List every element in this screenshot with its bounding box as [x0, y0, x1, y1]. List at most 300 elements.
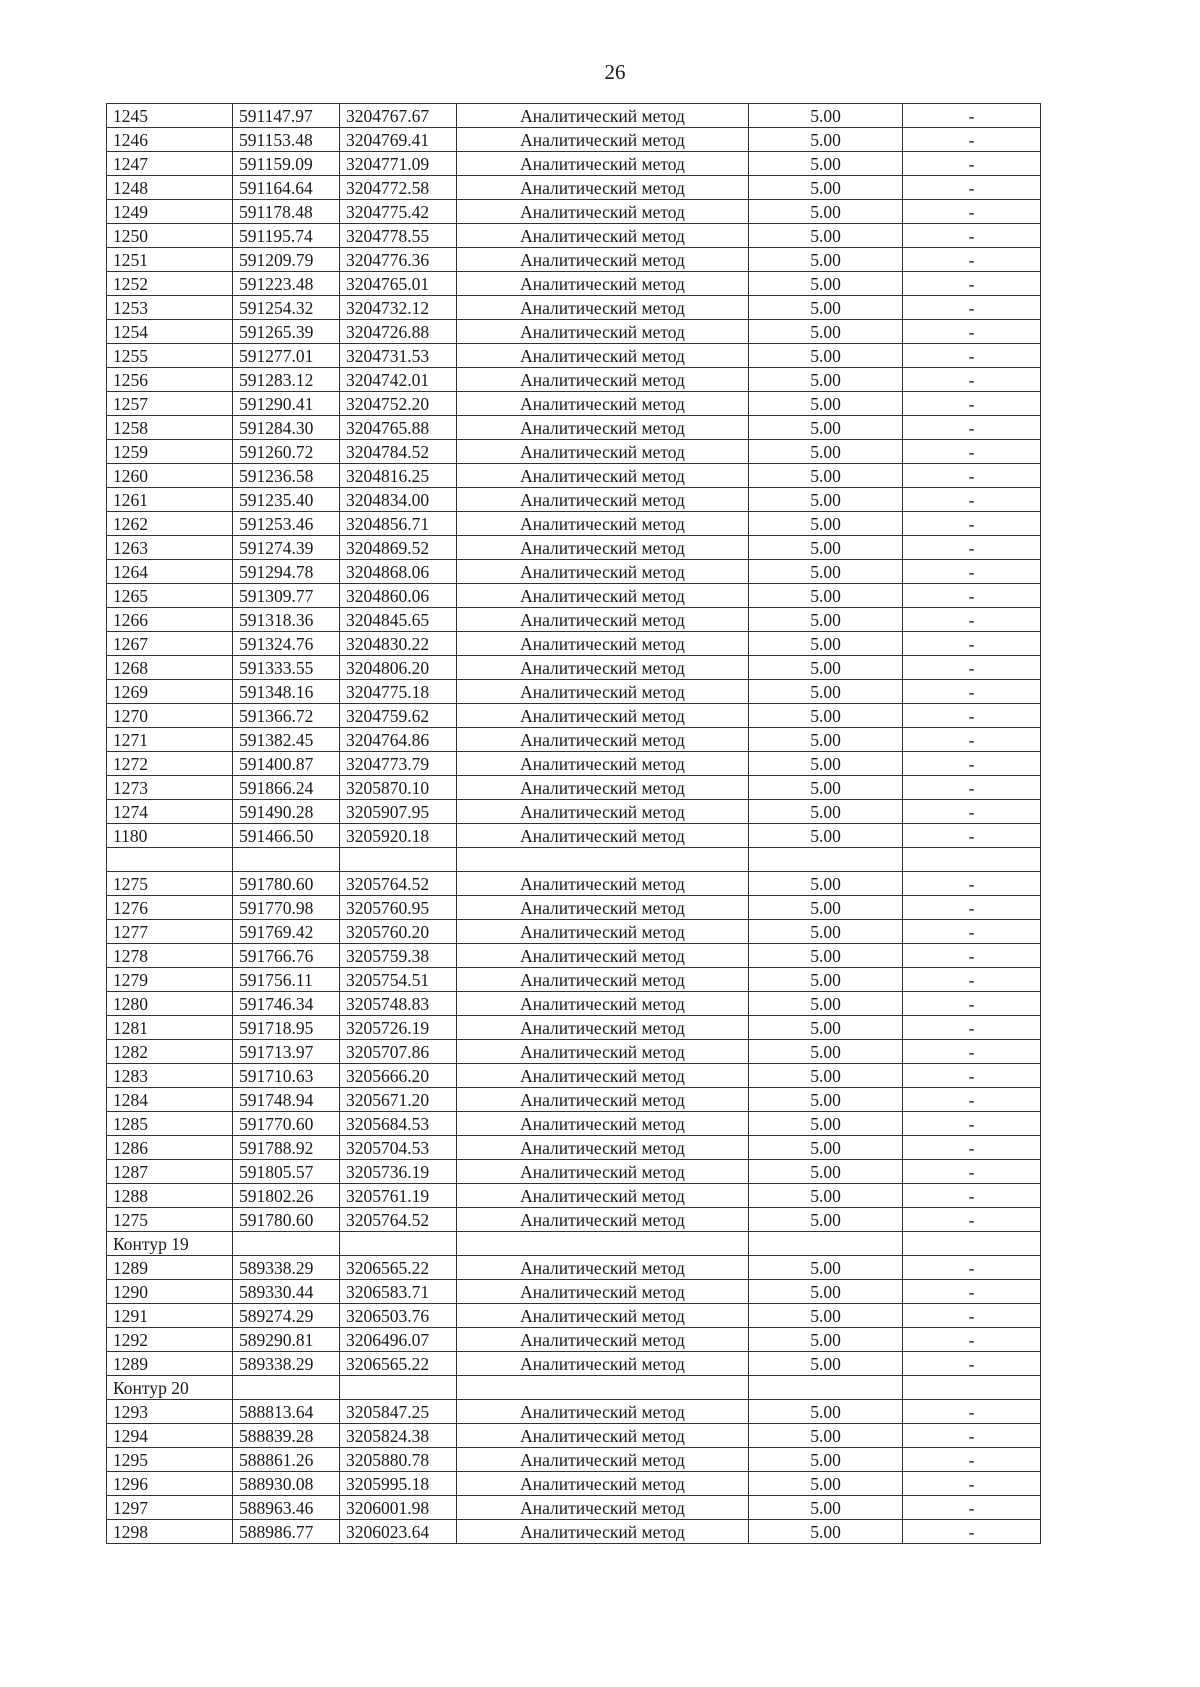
- table-row: [107, 608, 1041, 632]
- y-coordinate-cell: 3204772.58: [340, 176, 457, 200]
- y-coordinate-cell: 3205824.38: [340, 1424, 457, 1448]
- accuracy-cell: 5.00: [749, 296, 903, 320]
- method-cell: Аналитический метод: [457, 728, 749, 752]
- point-number-cell: 1289: [107, 1256, 233, 1280]
- method-cell: Аналитический метод: [457, 776, 749, 800]
- table-row: [107, 1040, 1041, 1064]
- method-cell: Аналитический метод: [457, 632, 749, 656]
- y-coordinate-cell: 3205748.83: [340, 992, 457, 1016]
- point-number-cell: 1258: [107, 416, 233, 440]
- point-number-cell: 1272: [107, 752, 233, 776]
- table-row: [107, 1256, 1041, 1280]
- table-row: [107, 1496, 1041, 1520]
- y-coordinate-cell: 3205671.20: [340, 1088, 457, 1112]
- y-coordinate-cell: 3205995.18: [340, 1472, 457, 1496]
- empty-cell: [233, 1376, 340, 1400]
- point-number-cell: 1263: [107, 536, 233, 560]
- note-cell: -: [903, 1184, 1041, 1208]
- table-row: [107, 536, 1041, 560]
- empty-cell: [233, 848, 340, 872]
- y-coordinate-cell: 3205736.19: [340, 1160, 457, 1184]
- point-number-cell: 1262: [107, 512, 233, 536]
- method-cell: Аналитический метод: [457, 512, 749, 536]
- point-number-cell: 1257: [107, 392, 233, 416]
- accuracy-cell: 5.00: [749, 704, 903, 728]
- y-coordinate-cell: 3205704.53: [340, 1136, 457, 1160]
- table-row: [107, 1448, 1041, 1472]
- point-number-cell: 1249: [107, 200, 233, 224]
- y-coordinate-cell: 3206001.98: [340, 1496, 457, 1520]
- method-cell: Аналитический метод: [457, 200, 749, 224]
- x-coordinate-cell: 591309.77: [233, 584, 340, 608]
- table-row: [107, 392, 1041, 416]
- x-coordinate-cell: 591178.48: [233, 200, 340, 224]
- point-number-cell: 1256: [107, 368, 233, 392]
- y-coordinate-cell: 3204806.20: [340, 656, 457, 680]
- x-coordinate-cell: 591766.76: [233, 944, 340, 968]
- point-number-cell: 1294: [107, 1424, 233, 1448]
- note-cell: -: [903, 464, 1041, 488]
- table-row: [107, 1400, 1041, 1424]
- method-cell: Аналитический метод: [457, 704, 749, 728]
- table-row: [107, 1016, 1041, 1040]
- x-coordinate-cell: 591195.74: [233, 224, 340, 248]
- accuracy-cell: 5.00: [749, 1448, 903, 1472]
- x-coordinate-cell: 591147.97: [233, 104, 340, 128]
- x-coordinate-cell: 591802.26: [233, 1184, 340, 1208]
- x-coordinate-cell: 591718.95: [233, 1016, 340, 1040]
- contour-header-row: [107, 1376, 1041, 1400]
- table-row: [107, 512, 1041, 536]
- accuracy-cell: 5.00: [749, 1208, 903, 1232]
- note-cell: -: [903, 872, 1041, 896]
- note-cell: -: [903, 968, 1041, 992]
- accuracy-cell: 5.00: [749, 1400, 903, 1424]
- table-row: [107, 440, 1041, 464]
- method-cell: Аналитический метод: [457, 560, 749, 584]
- method-cell: Аналитический метод: [457, 416, 749, 440]
- method-cell: Аналитический метод: [457, 1448, 749, 1472]
- empty-cell: [749, 1232, 903, 1256]
- empty-cell: [749, 848, 903, 872]
- empty-cell: [457, 1376, 749, 1400]
- y-coordinate-cell: 3204775.18: [340, 680, 457, 704]
- accuracy-cell: 5.00: [749, 224, 903, 248]
- method-cell: Аналитический метод: [457, 1160, 749, 1184]
- accuracy-cell: 5.00: [749, 200, 903, 224]
- y-coordinate-cell: 3204816.25: [340, 464, 457, 488]
- point-number-cell: 1287: [107, 1160, 233, 1184]
- accuracy-cell: 5.00: [749, 248, 903, 272]
- table-row: [107, 1280, 1041, 1304]
- accuracy-cell: 5.00: [749, 608, 903, 632]
- y-coordinate-cell: 3206565.22: [340, 1256, 457, 1280]
- empty-cell: [233, 1232, 340, 1256]
- y-coordinate-cell: 3204845.65: [340, 608, 457, 632]
- accuracy-cell: 5.00: [749, 1136, 903, 1160]
- point-number-cell: 1246: [107, 128, 233, 152]
- method-cell: Аналитический метод: [457, 1424, 749, 1448]
- y-coordinate-cell: 3204765.01: [340, 272, 457, 296]
- x-coordinate-cell: 591756.11: [233, 968, 340, 992]
- y-coordinate-cell: 3204726.88: [340, 320, 457, 344]
- note-cell: -: [903, 1400, 1041, 1424]
- accuracy-cell: 5.00: [749, 512, 903, 536]
- method-cell: Аналитический метод: [457, 224, 749, 248]
- y-coordinate-cell: 3205666.20: [340, 1064, 457, 1088]
- x-coordinate-cell: 591348.16: [233, 680, 340, 704]
- note-cell: -: [903, 656, 1041, 680]
- y-coordinate-cell: 3204860.06: [340, 584, 457, 608]
- accuracy-cell: 5.00: [749, 1088, 903, 1112]
- note-cell: -: [903, 1328, 1041, 1352]
- method-cell: Аналитический метод: [457, 320, 749, 344]
- accuracy-cell: 5.00: [749, 1280, 903, 1304]
- y-coordinate-cell: 3204775.42: [340, 200, 457, 224]
- x-coordinate-cell: 591333.55: [233, 656, 340, 680]
- point-number-cell: 1270: [107, 704, 233, 728]
- accuracy-cell: 5.00: [749, 680, 903, 704]
- x-coordinate-cell: 591265.39: [233, 320, 340, 344]
- method-cell: Аналитический метод: [457, 488, 749, 512]
- method-cell: Аналитический метод: [457, 896, 749, 920]
- x-coordinate-cell: 591318.36: [233, 608, 340, 632]
- accuracy-cell: 5.00: [749, 1424, 903, 1448]
- empty-cell: [340, 1232, 457, 1256]
- point-number-cell: 1275: [107, 872, 233, 896]
- note-cell: -: [903, 128, 1041, 152]
- note-cell: -: [903, 1256, 1041, 1280]
- table-row: [107, 1328, 1041, 1352]
- table-row: [107, 1424, 1041, 1448]
- x-coordinate-cell: 589338.29: [233, 1256, 340, 1280]
- note-cell: -: [903, 800, 1041, 824]
- x-coordinate-cell: 591746.34: [233, 992, 340, 1016]
- table-row: [107, 1184, 1041, 1208]
- note-cell: -: [903, 1520, 1041, 1544]
- y-coordinate-cell: 3205754.51: [340, 968, 457, 992]
- x-coordinate-cell: 591713.97: [233, 1040, 340, 1064]
- note-cell: -: [903, 152, 1041, 176]
- y-coordinate-cell: 3205761.19: [340, 1184, 457, 1208]
- method-cell: Аналитический метод: [457, 608, 749, 632]
- accuracy-cell: 5.00: [749, 1352, 903, 1376]
- point-number-cell: 1290: [107, 1280, 233, 1304]
- method-cell: Аналитический метод: [457, 1496, 749, 1520]
- method-cell: Аналитический метод: [457, 752, 749, 776]
- accuracy-cell: 5.00: [749, 368, 903, 392]
- accuracy-cell: 5.00: [749, 776, 903, 800]
- table-row: [107, 464, 1041, 488]
- x-coordinate-cell: 588813.64: [233, 1400, 340, 1424]
- y-coordinate-cell: 3206023.64: [340, 1520, 457, 1544]
- note-cell: -: [903, 1112, 1041, 1136]
- x-coordinate-cell: 591466.50: [233, 824, 340, 848]
- note-cell: -: [903, 1016, 1041, 1040]
- accuracy-cell: 5.00: [749, 992, 903, 1016]
- point-number-cell: 1254: [107, 320, 233, 344]
- note-cell: -: [903, 1208, 1041, 1232]
- table-row: [107, 368, 1041, 392]
- y-coordinate-cell: 3205870.10: [340, 776, 457, 800]
- accuracy-cell: 5.00: [749, 1160, 903, 1184]
- point-number-cell: 1297: [107, 1496, 233, 1520]
- method-cell: Аналитический метод: [457, 176, 749, 200]
- table-row: [107, 896, 1041, 920]
- note-cell: -: [903, 1136, 1041, 1160]
- table-row: [107, 920, 1041, 944]
- accuracy-cell: 5.00: [749, 1496, 903, 1520]
- note-cell: -: [903, 896, 1041, 920]
- y-coordinate-cell: 3204771.09: [340, 152, 457, 176]
- coordinates-table-body: [107, 104, 1041, 1544]
- point-number-cell: 1280: [107, 992, 233, 1016]
- note-cell: -: [903, 680, 1041, 704]
- x-coordinate-cell: 591159.09: [233, 152, 340, 176]
- note-cell: -: [903, 392, 1041, 416]
- x-coordinate-cell: 591277.01: [233, 344, 340, 368]
- y-coordinate-cell: 3206583.71: [340, 1280, 457, 1304]
- empty-cell: [457, 1232, 749, 1256]
- accuracy-cell: 5.00: [749, 344, 903, 368]
- table-row: [107, 1472, 1041, 1496]
- point-number-cell: 1291: [107, 1304, 233, 1328]
- method-cell: Аналитический метод: [457, 152, 749, 176]
- empty-cell: [107, 848, 233, 872]
- point-number-cell: 1267: [107, 632, 233, 656]
- point-number-cell: 1265: [107, 584, 233, 608]
- note-cell: -: [903, 200, 1041, 224]
- note-cell: -: [903, 224, 1041, 248]
- accuracy-cell: 5.00: [749, 944, 903, 968]
- x-coordinate-cell: 589338.29: [233, 1352, 340, 1376]
- method-cell: Аналитический метод: [457, 656, 749, 680]
- accuracy-cell: 5.00: [749, 392, 903, 416]
- note-cell: -: [903, 824, 1041, 848]
- method-cell: Аналитический метод: [457, 944, 749, 968]
- x-coordinate-cell: 589290.81: [233, 1328, 340, 1352]
- method-cell: Аналитический метод: [457, 1304, 749, 1328]
- point-number-cell: 1251: [107, 248, 233, 272]
- method-cell: Аналитический метод: [457, 128, 749, 152]
- method-cell: Аналитический метод: [457, 680, 749, 704]
- table-row: [107, 200, 1041, 224]
- accuracy-cell: 5.00: [749, 752, 903, 776]
- method-cell: Аналитический метод: [457, 872, 749, 896]
- method-cell: Аналитический метод: [457, 344, 749, 368]
- table-row: [107, 344, 1041, 368]
- method-cell: Аналитический метод: [457, 800, 749, 824]
- accuracy-cell: 5.00: [749, 272, 903, 296]
- table-row: [107, 272, 1041, 296]
- note-cell: -: [903, 608, 1041, 632]
- contour-header-row: [107, 1232, 1041, 1256]
- point-number-cell: 1281: [107, 1016, 233, 1040]
- table-row: [107, 1064, 1041, 1088]
- point-number-cell: 1279: [107, 968, 233, 992]
- y-coordinate-cell: 3204752.20: [340, 392, 457, 416]
- x-coordinate-cell: 591770.98: [233, 896, 340, 920]
- method-cell: Аналитический метод: [457, 1040, 749, 1064]
- point-number-cell: 1266: [107, 608, 233, 632]
- empty-cell: [903, 1232, 1041, 1256]
- point-number-cell: 1255: [107, 344, 233, 368]
- note-cell: -: [903, 1280, 1041, 1304]
- x-coordinate-cell: 591382.45: [233, 728, 340, 752]
- point-number-cell: 1289: [107, 1352, 233, 1376]
- y-coordinate-cell: 3205764.52: [340, 872, 457, 896]
- y-coordinate-cell: 3205726.19: [340, 1016, 457, 1040]
- x-coordinate-cell: 591235.40: [233, 488, 340, 512]
- x-coordinate-cell: 588839.28: [233, 1424, 340, 1448]
- point-number-cell: 1295: [107, 1448, 233, 1472]
- table-row: [107, 704, 1041, 728]
- note-cell: -: [903, 1472, 1041, 1496]
- accuracy-cell: 5.00: [749, 1256, 903, 1280]
- table-row: [107, 1160, 1041, 1184]
- x-coordinate-cell: 588963.46: [233, 1496, 340, 1520]
- y-coordinate-cell: 3205764.52: [340, 1208, 457, 1232]
- table-row: [107, 104, 1041, 128]
- x-coordinate-cell: 591748.94: [233, 1088, 340, 1112]
- accuracy-cell: 5.00: [749, 896, 903, 920]
- method-cell: Аналитический метод: [457, 968, 749, 992]
- note-cell: -: [903, 632, 1041, 656]
- accuracy-cell: 5.00: [749, 464, 903, 488]
- x-coordinate-cell: 591710.63: [233, 1064, 340, 1088]
- note-cell: -: [903, 584, 1041, 608]
- y-coordinate-cell: 3204742.01: [340, 368, 457, 392]
- x-coordinate-cell: 591805.57: [233, 1160, 340, 1184]
- y-coordinate-cell: 3204830.22: [340, 632, 457, 656]
- x-coordinate-cell: 591290.41: [233, 392, 340, 416]
- point-number-cell: 1268: [107, 656, 233, 680]
- point-number-cell: 1253: [107, 296, 233, 320]
- method-cell: Аналитический метод: [457, 1328, 749, 1352]
- table-row: [107, 968, 1041, 992]
- empty-cell: [903, 1376, 1041, 1400]
- accuracy-cell: 5.00: [749, 1472, 903, 1496]
- note-cell: -: [903, 920, 1041, 944]
- coordinates-table: [106, 103, 1041, 1544]
- x-coordinate-cell: 591866.24: [233, 776, 340, 800]
- y-coordinate-cell: 3204769.41: [340, 128, 457, 152]
- method-cell: Аналитический метод: [457, 1352, 749, 1376]
- table-row: [107, 1088, 1041, 1112]
- point-number-cell: 1269: [107, 680, 233, 704]
- y-coordinate-cell: 3205920.18: [340, 824, 457, 848]
- x-coordinate-cell: 591769.42: [233, 920, 340, 944]
- y-coordinate-cell: 3204834.00: [340, 488, 457, 512]
- point-number-cell: 1296: [107, 1472, 233, 1496]
- note-cell: -: [903, 1448, 1041, 1472]
- note-cell: -: [903, 536, 1041, 560]
- y-coordinate-cell: 3204776.36: [340, 248, 457, 272]
- y-coordinate-cell: 3204869.52: [340, 536, 457, 560]
- accuracy-cell: 5.00: [749, 152, 903, 176]
- table-row: [107, 128, 1041, 152]
- point-number-cell: 1285: [107, 1112, 233, 1136]
- note-cell: -: [903, 296, 1041, 320]
- table-row: [107, 488, 1041, 512]
- empty-cell: [457, 848, 749, 872]
- point-number-cell: 1288: [107, 1184, 233, 1208]
- method-cell: Аналитический метод: [457, 296, 749, 320]
- note-cell: -: [903, 368, 1041, 392]
- point-number-cell: 1180: [107, 824, 233, 848]
- accuracy-cell: 5.00: [749, 632, 903, 656]
- method-cell: Аналитический метод: [457, 1400, 749, 1424]
- point-number-cell: 1274: [107, 800, 233, 824]
- table-row: [107, 320, 1041, 344]
- table-row: [107, 632, 1041, 656]
- note-cell: -: [903, 944, 1041, 968]
- accuracy-cell: 5.00: [749, 320, 903, 344]
- method-cell: Аналитический метод: [457, 1208, 749, 1232]
- x-coordinate-cell: 591164.64: [233, 176, 340, 200]
- method-cell: Аналитический метод: [457, 440, 749, 464]
- accuracy-cell: 5.00: [749, 1304, 903, 1328]
- x-coordinate-cell: 591283.12: [233, 368, 340, 392]
- method-cell: Аналитический метод: [457, 1184, 749, 1208]
- table-row: [107, 1304, 1041, 1328]
- point-number-cell: 1271: [107, 728, 233, 752]
- method-cell: Аналитический метод: [457, 536, 749, 560]
- accuracy-cell: 5.00: [749, 560, 903, 584]
- separator-row: [107, 848, 1041, 872]
- note-cell: -: [903, 416, 1041, 440]
- point-number-cell: 1245: [107, 104, 233, 128]
- table-row: [107, 584, 1041, 608]
- accuracy-cell: 5.00: [749, 824, 903, 848]
- x-coordinate-cell: 591274.39: [233, 536, 340, 560]
- x-coordinate-cell: 591253.46: [233, 512, 340, 536]
- table-row: [107, 152, 1041, 176]
- accuracy-cell: 5.00: [749, 416, 903, 440]
- method-cell: Аналитический метод: [457, 104, 749, 128]
- method-cell: Аналитический метод: [457, 920, 749, 944]
- y-coordinate-cell: 3206503.76: [340, 1304, 457, 1328]
- method-cell: Аналитический метод: [457, 1520, 749, 1544]
- accuracy-cell: 5.00: [749, 872, 903, 896]
- point-number-cell: 1275: [107, 1208, 233, 1232]
- y-coordinate-cell: 3204731.53: [340, 344, 457, 368]
- accuracy-cell: 5.00: [749, 488, 903, 512]
- x-coordinate-cell: 588930.08: [233, 1472, 340, 1496]
- x-coordinate-cell: 591400.87: [233, 752, 340, 776]
- x-coordinate-cell: 591366.72: [233, 704, 340, 728]
- accuracy-cell: 5.00: [749, 1112, 903, 1136]
- accuracy-cell: 5.00: [749, 920, 903, 944]
- empty-cell: [903, 848, 1041, 872]
- note-cell: -: [903, 320, 1041, 344]
- method-cell: Аналитический метод: [457, 1088, 749, 1112]
- method-cell: Аналитический метод: [457, 1064, 749, 1088]
- table-row: [107, 1136, 1041, 1160]
- point-number-cell: 1298: [107, 1520, 233, 1544]
- note-cell: -: [903, 176, 1041, 200]
- table-row: [107, 1208, 1041, 1232]
- x-coordinate-cell: 591223.48: [233, 272, 340, 296]
- accuracy-cell: 5.00: [749, 584, 903, 608]
- table-row: [107, 680, 1041, 704]
- point-number-cell: 1259: [107, 440, 233, 464]
- note-cell: -: [903, 752, 1041, 776]
- x-coordinate-cell: 589330.44: [233, 1280, 340, 1304]
- note-cell: -: [903, 1088, 1041, 1112]
- table-row: [107, 992, 1041, 1016]
- accuracy-cell: 5.00: [749, 1328, 903, 1352]
